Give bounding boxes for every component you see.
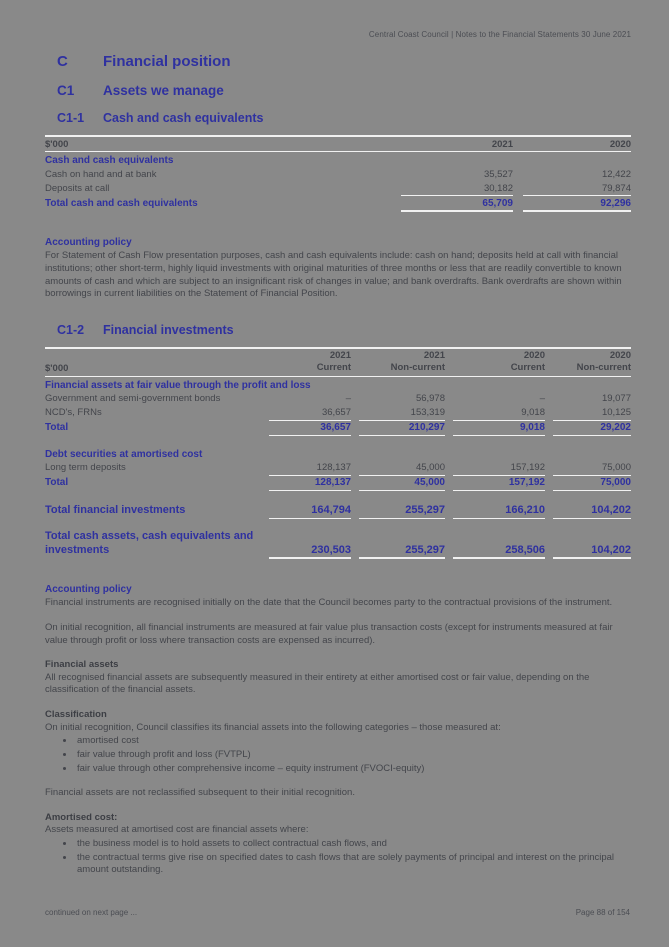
row-value: – [345,393,351,405]
row-value: – [539,393,545,405]
column-year: 2021 [329,350,351,362]
grand-total-label: Total cash assets, cash equivalents and investments [45,530,254,556]
column-type: Non-current [390,362,445,374]
heading-c-title: Financial position [103,53,231,70]
row-value: 45,000 [359,461,445,476]
row-value-2021: 35,527 [483,168,513,180]
row-value-2020: 79,874 [523,181,631,196]
total-value: 128,137 [269,476,351,491]
row-value: 75,000 [553,461,631,476]
row-label: Deposits at call [45,182,110,194]
page-content [45,0,631,889]
policy-subheading-classification: Classification [45,709,107,721]
footer-page-number: Page 88 of 154 [575,908,630,917]
policy-paragraph: Financial assets are not reclassified subsequent to their initial recognition. [45,787,355,799]
total-value: 36,657 [269,421,351,436]
table-section-spacer [45,519,631,529]
total-row-label: Total [45,422,69,434]
grand-total-label: Total financial investments [45,504,186,517]
row-value: 157,192 [453,461,545,476]
section-heading-amortised: Debt securities at amortised cost [45,448,203,460]
bullet-item: • the business model is to hold assets to collect contractual cash flows, and [75,838,631,851]
amortised-cost-bullet-list [45,838,631,877]
column-year: 2020 [523,350,545,362]
table-section-spacer [45,436,631,446]
total-value: 157,192 [453,476,545,491]
table-bottom-spacer [45,212,631,218]
total-value-2021: 65,709 [401,196,513,212]
column-header-2020-current [453,349,545,376]
grand-total-value: 255,297 [359,503,445,519]
financial-investments-table [45,337,631,565]
bullet-item: • fair value through other comprehensive income – equity instrument (FVOCI-equity) [75,763,631,776]
heading-c1-title: Assets we manage [103,83,224,98]
heading-c1 [45,83,631,98]
policy-paragraph: All recognised financial assets are subsequently measured in their entirety at either amortised cost or fair value, depending on the classification of the financial assets. [45,671,590,696]
column-header-2020: 2020 [609,138,631,150]
total-value: 210,297 [359,421,445,436]
column-header-unit: $'000 [45,138,69,150]
page-footer [45,908,630,917]
heading-c1-1-number: C1-1 [57,111,85,125]
heading-c1-2-title: Financial investments [103,322,234,337]
bullet-item: • the contractual terms give rise on specified dates to cash flows that are solely payments of principal and interest on the principal amount outstanding. [75,852,631,877]
row-value-2021: 30,182 [401,181,513,196]
accounting-policy-cash [45,236,631,301]
grand-total-value: 255,297 [359,529,445,560]
row-value: 19,077 [601,393,631,405]
heading-c1-1 [45,111,631,125]
heading-c1-2 [45,323,631,337]
row-value: 153,319 [359,406,445,421]
grand-total-value: 104,202 [553,503,631,519]
bullet-item: • amortised cost [75,735,631,748]
grand-total-value: 164,794 [269,503,351,519]
accounting-policy-title: Accounting policy [45,584,132,596]
row-label: Government and semi-government bonds [45,393,221,405]
classification-bullet-list [45,735,631,775]
row-value: 9,018 [453,406,545,421]
column-header-2021-noncurrent [359,349,445,376]
cash-equivalents-table [45,125,631,218]
row-label: Long term deposits [45,462,126,474]
column-year: 2020 [609,350,631,362]
row-value: 10,125 [553,406,631,421]
grand-total-value: 258,506 [453,529,545,560]
total-row-label: Total cash and cash equivalents [45,197,198,209]
column-type: Current [316,362,351,374]
section-heading-fvtpl: Financial assets at fair value through the profit and loss [45,379,311,391]
policy-subheading-amortised-cost: Amortised cost: [45,811,118,823]
heading-c [45,53,631,70]
row-label: NCD's, FRNs [45,407,102,419]
policy-paragraph: On initial recognition, Council classifies its financial assets into the following categories – those measured at: [45,721,501,733]
column-header-2021-current [269,349,351,376]
total-row-label: Total [45,477,69,489]
policy-paragraph: Financial instruments are recognised initially on the date that the Council becomes party to the contractual provisions of the instrument. [45,597,613,609]
section-heading-cash: Cash and cash equivalents [45,155,174,166]
column-header-2020-noncurrent [553,349,631,376]
heading-c1-2-number: C1-2 [57,322,85,337]
row-value: 56,978 [415,393,445,405]
heading-c-number: C [57,53,68,70]
total-value: 9,018 [453,421,545,436]
total-value: 29,202 [553,421,631,436]
column-year: 2021 [423,350,445,362]
grand-total-value: 104,202 [553,529,631,560]
bullet-item: • fair value through profit and loss (FVTPL) [75,749,631,762]
policy-paragraph: Assets measured at amortised cost are financial assets where: [45,824,309,836]
accounting-policy-title: Accounting policy [45,237,132,248]
row-value-2020: 12,422 [601,168,631,180]
heading-c1-number: C1 [57,83,75,98]
accounting-policy-body: For Statement of Cash Flow presentation purposes, cash and cash equivalents include: cash on hand; deposits held at call with financial institutions; other short-term, highly liquid investments with original maturities of three months or less that are readily convertible to known amounts of cash and which are subject to an insignificant risk of changes in value; and bank overdrafts. Bank overdrafts are shown within borrowings in current liabilities on the Statement of Financial Position. [45,250,622,300]
row-value: 128,137 [269,461,351,476]
grand-total-value: 166,210 [453,503,545,519]
footer-continued-note: continued on next page ... [45,908,138,917]
column-type: Non-current [576,362,631,374]
policy-paragraph: On initial recognition, all financial instruments are measured at fair value plus transaction costs (except for instruments measured at fair value through profit or loss where transaction costs are expensed as incurred). [45,621,613,646]
column-type: Current [510,362,545,374]
row-value: 36,657 [269,406,351,421]
total-value-2020: 92,296 [523,196,631,212]
heading-c1-1-title: Cash and cash equivalents [103,111,264,125]
grand-total-value: 230,503 [269,529,351,560]
table-section-spacer [45,491,631,503]
column-header-unit: $'000 [45,363,69,375]
total-value: 75,000 [553,476,631,491]
section-gap [45,301,631,323]
table-bottom-spacer [45,559,631,565]
policy-subheading-financial-assets: Financial assets [45,659,119,671]
row-label: Cash on hand and at bank [45,168,157,180]
document-header: Central Coast Council | Notes to the Financial Statements 30 June 2021 [368,30,631,39]
total-value: 45,000 [359,476,445,491]
column-header-2021: 2021 [491,138,513,150]
accounting-policy-investments [45,583,631,877]
